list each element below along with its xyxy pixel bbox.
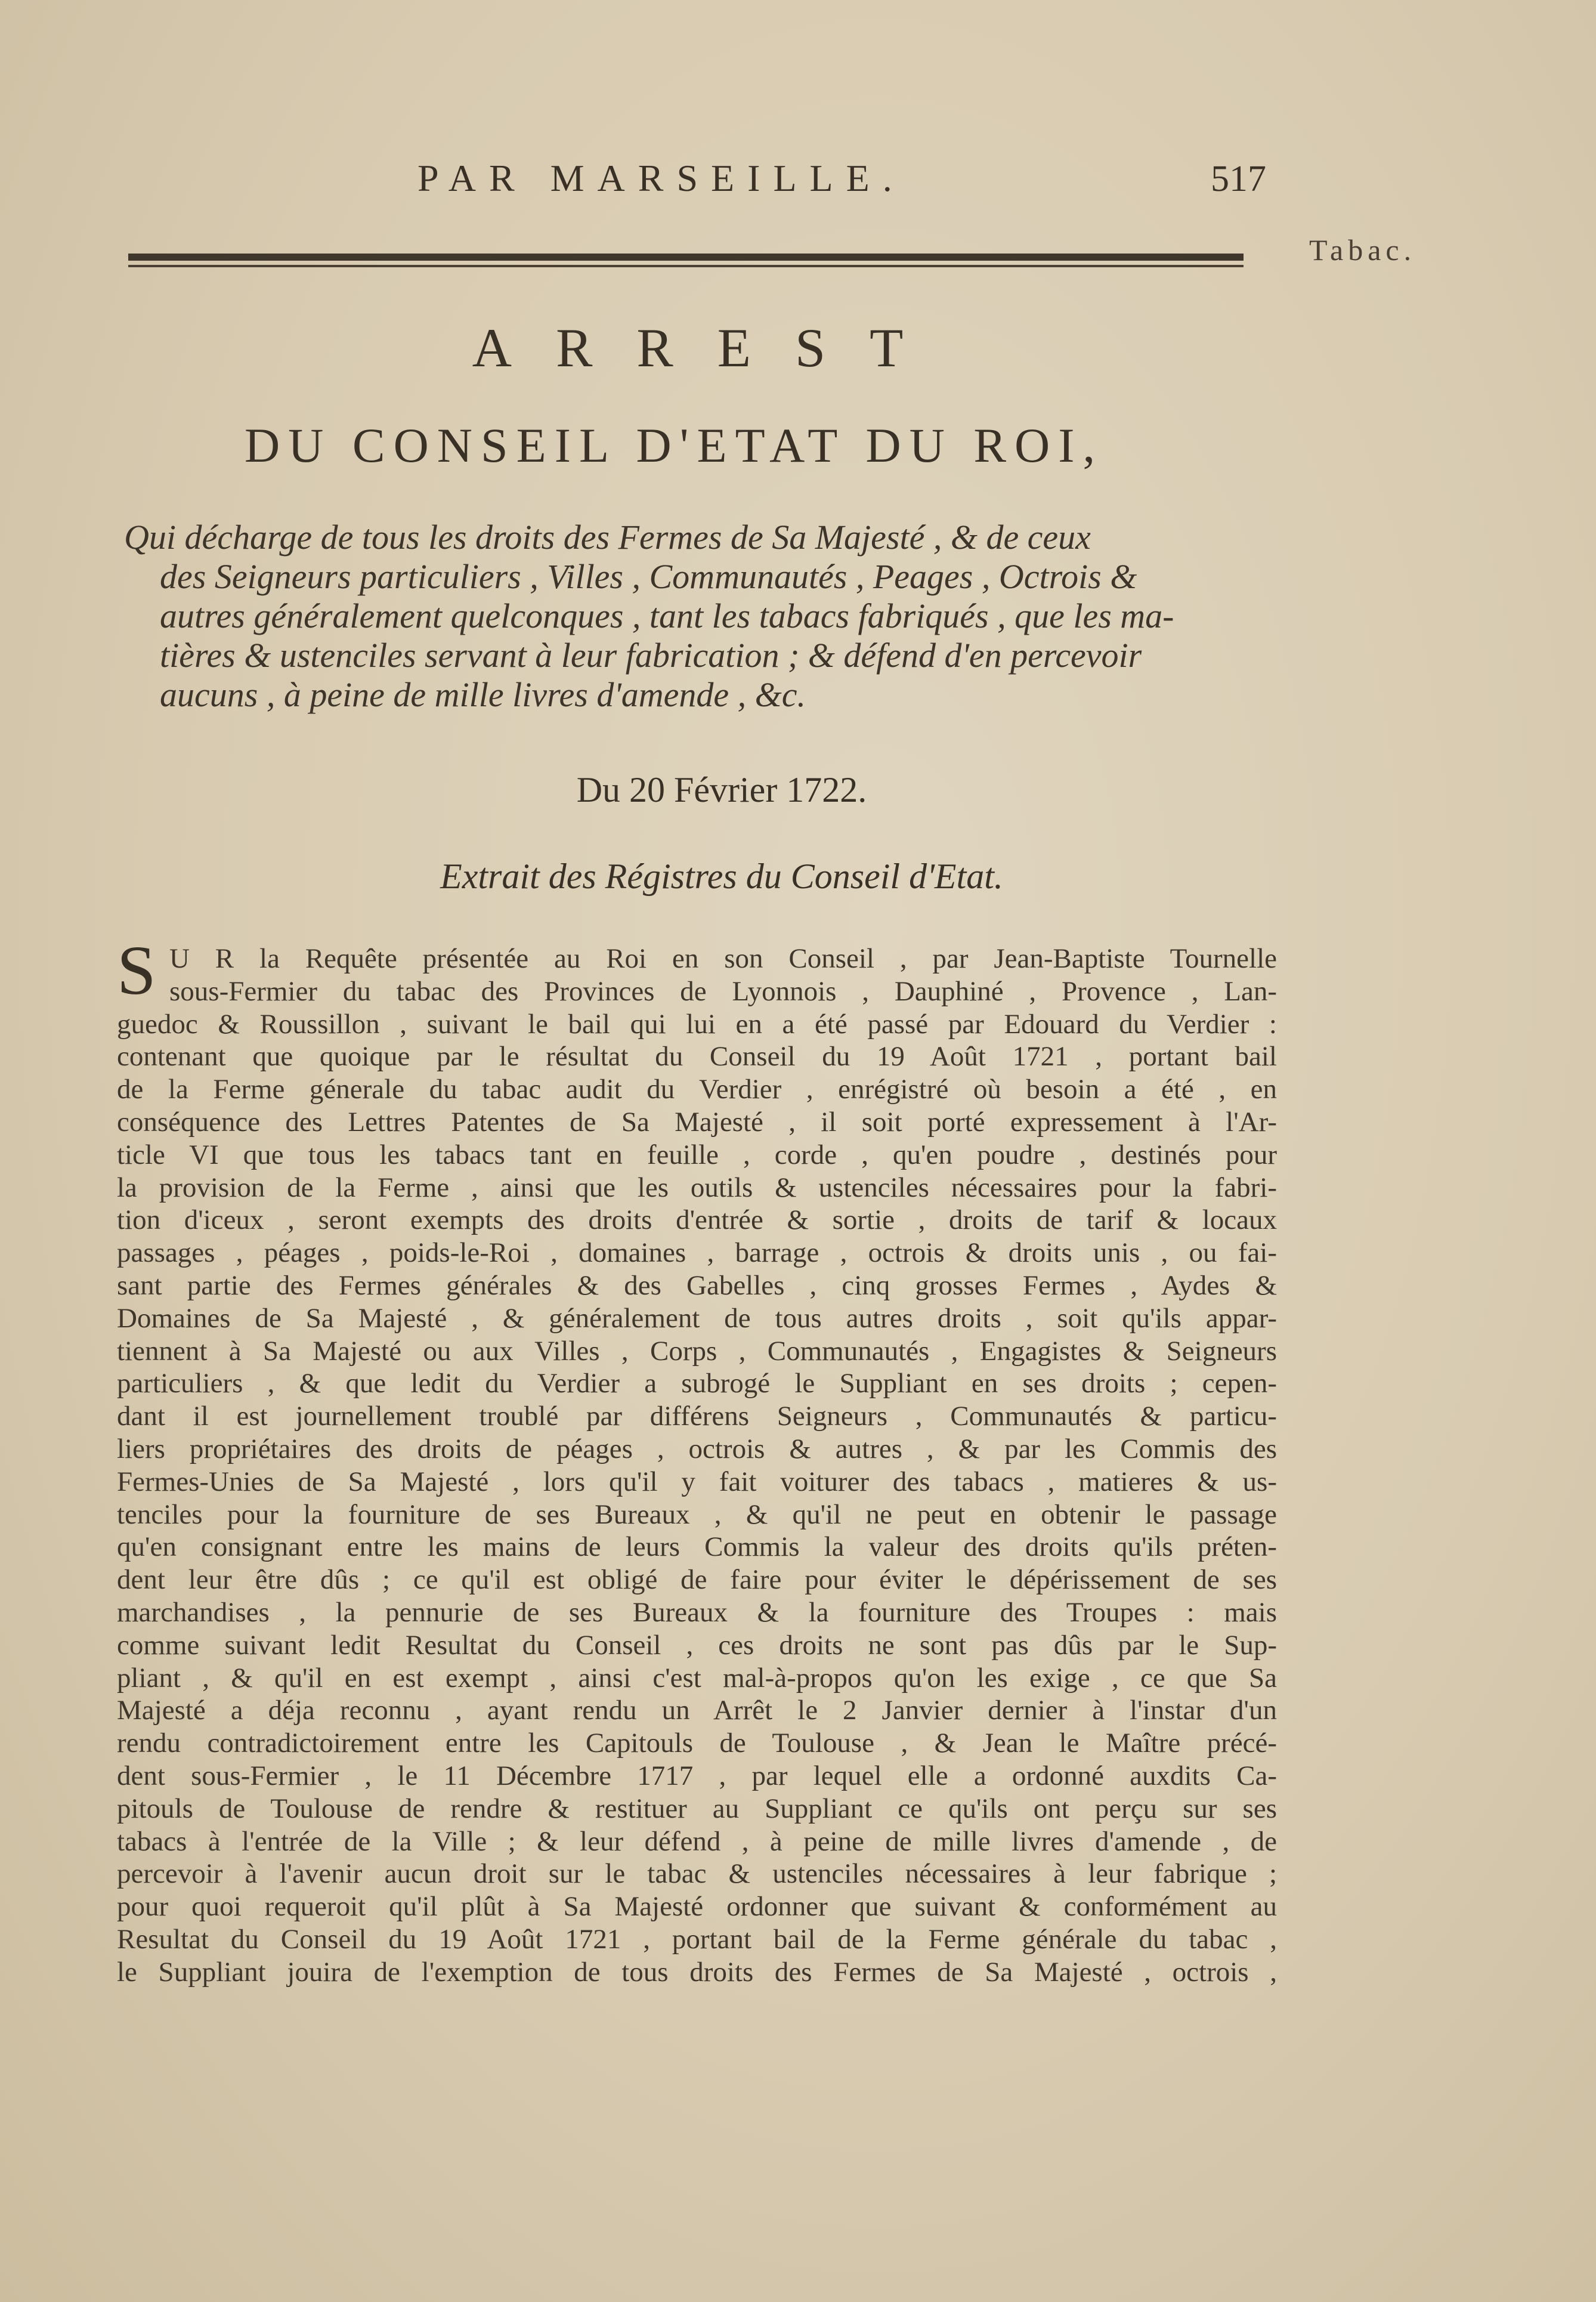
summary-line: autres généralement quelconques , tant les tabacs fabriqués , que les ma- (160, 597, 1174, 635)
body-line: liers propriétaires des droits de péages , octrois & autres , & par les Commis des (117, 1433, 1277, 1464)
body-line: tiennent à Sa Majesté ou aux Villes , Corps , Communautés , Engagistes & Seigneurs (117, 1335, 1277, 1367)
body-line: guedoc & Roussillon , suivant le bail qui lui en a été passé par Edouard du Verdier : (117, 1008, 1277, 1040)
body-line: U R la Requête présentée au Roi en son Conseil , par Jean-Baptiste Tournelle (169, 943, 1277, 974)
body-text (117, 943, 1277, 1989)
body-line: tion d'iceux , seront exempts des droits d'entrée & sortie , droits de tarif & locaux (117, 1204, 1277, 1236)
decree-date: Du 20 Février 1722. (576, 770, 867, 809)
body-line: sous-Fermier du tabac des Provinces de Lyonnois , Dauphiné , Provence , Lan- (169, 975, 1277, 1007)
body-line: tenciles pour la fourniture de ses Bureaux , & qu'il ne peut en obtenir le passage (117, 1498, 1277, 1530)
margin-note: Tabac. (1309, 233, 1416, 267)
body-line: comme suivant ledit Resultat du Conseil , ces droits ne sont pas dûs par le Sup- (117, 1629, 1277, 1661)
body-line: tabacs à l'entrée de la Ville ; & leur défend , à peine de mille livres d'amende , de (117, 1825, 1277, 1857)
body-line: Fermes-Unies de Sa Majesté , lors qu'il y fait voiturer des tabacs , matieres & us- (117, 1466, 1277, 1497)
body-line: rendu contradictoirement entre les Capitouls de Toulouse , & Jean le Maître précé- (117, 1728, 1277, 1759)
summary-line: Qui décharge de tous les droits des Fermes de Sa Majesté , & de ceux (124, 518, 1091, 557)
body-line: pitouls de Toulouse de rendre & restituer au Suppliant ce qu'ils ont perçu sur ses (117, 1793, 1277, 1824)
body-line: ticle VI que tous les tabacs tant en feuille , corde , qu'en poudre , destinés pour (117, 1139, 1277, 1170)
body-line: Majesté a déja reconnu , ayant rendu un Arrêt le 2 Janvier dernier à l'instar d'un (117, 1695, 1277, 1726)
document-subtitle: DU CONSEIL D'ETAT DU ROI, (244, 418, 1104, 472)
body-line: pliant , & qu'il en est exempt , ainsi c'est mal-à-propos qu'on les exige , ce que Sa (117, 1662, 1277, 1694)
drop-cap: S (117, 931, 156, 1009)
body-line: le Suppliant jouira de l'exemption de tous droits des Fermes de Sa Majesté , octrois , (117, 1956, 1277, 1988)
body-line: dant il est journellement troublé par différens Seigneurs , Communautés & particu- (117, 1401, 1277, 1432)
summary-line: aucuns , à peine de mille livres d'amende , &c. (160, 675, 806, 714)
summary-line: des Seigneurs particuliers , Villes , Communautés , Peages , Octrois & (160, 557, 1137, 596)
body-line: pour quoi requeroit qu'il plût à Sa Majesté ordonner que suivant & conformément au (117, 1891, 1277, 1923)
summary-line: tières & ustenciles servant à leur fabrication ; & défend d'en percevoir (160, 636, 1142, 675)
running-head: PAR MARSEILLE. (417, 157, 905, 199)
header-rule (128, 254, 1244, 261)
body-line: Resultat du Conseil du 19 Août 1721 , portant bail de la Ferme générale du tabac , (117, 1923, 1277, 1955)
extract-heading: Extrait des Régistres du Conseil d'Etat. (440, 857, 1003, 896)
body-line: dent leur être dûs ; ce qu'il est obligé de faire pour éviter le dépérissement de ses (117, 1564, 1277, 1596)
page-number: 517 (1211, 159, 1266, 199)
body-line: particuliers , & que ledit du Verdier a subrogé le Suppliant en ses droits ; cepen- (117, 1368, 1277, 1399)
body-line: qu'en consignant entre les mains de leurs Commis la valeur des droits qu'ils préten- (117, 1531, 1277, 1563)
body-line: passages , péages , poids-le-Roi , domaines , barrage , octrois & droits unis , ou fai- (117, 1237, 1277, 1269)
body-line: sant partie des Fermes générales & des Gabelles , cinq grosses Fermes , Aydes & (117, 1269, 1277, 1301)
body-line: Domaines de Sa Majesté , & généralement de tous autres droits , soit qu'ils appar- (117, 1302, 1277, 1334)
header-rule-thin (128, 265, 1244, 267)
body-line: dent sous-Fermier , le 11 Décembre 1717 , par lequel elle a ordonné auxdits Ca- (117, 1760, 1277, 1791)
body-line: contenant que quoique par le résultat du Conseil du 19 Août 1721 , portant bail (117, 1041, 1277, 1073)
body-line: de la Ferme génerale du tabac audit du Verdier , enrégistré où besoin a été , en (117, 1074, 1277, 1105)
body-line: conséquence des Lettres Patentes de Sa Majesté , il soit porté expressement à l'Ar- (117, 1106, 1277, 1138)
body-line: marchandises , la pennurie de ses Bureaux & la fourniture des Troupes : mais (117, 1596, 1277, 1628)
body-line: percevoir à l'avenir aucun droit sur le tabac & ustenciles nécessaires à leur fabrique ; (117, 1858, 1277, 1890)
body-line: la provision de la Ferme , ainsi que les outils & ustenciles nécessaires pour la fabri- (117, 1172, 1277, 1203)
document-title: ARREST (472, 317, 948, 378)
summary-paragraph (124, 518, 1275, 715)
